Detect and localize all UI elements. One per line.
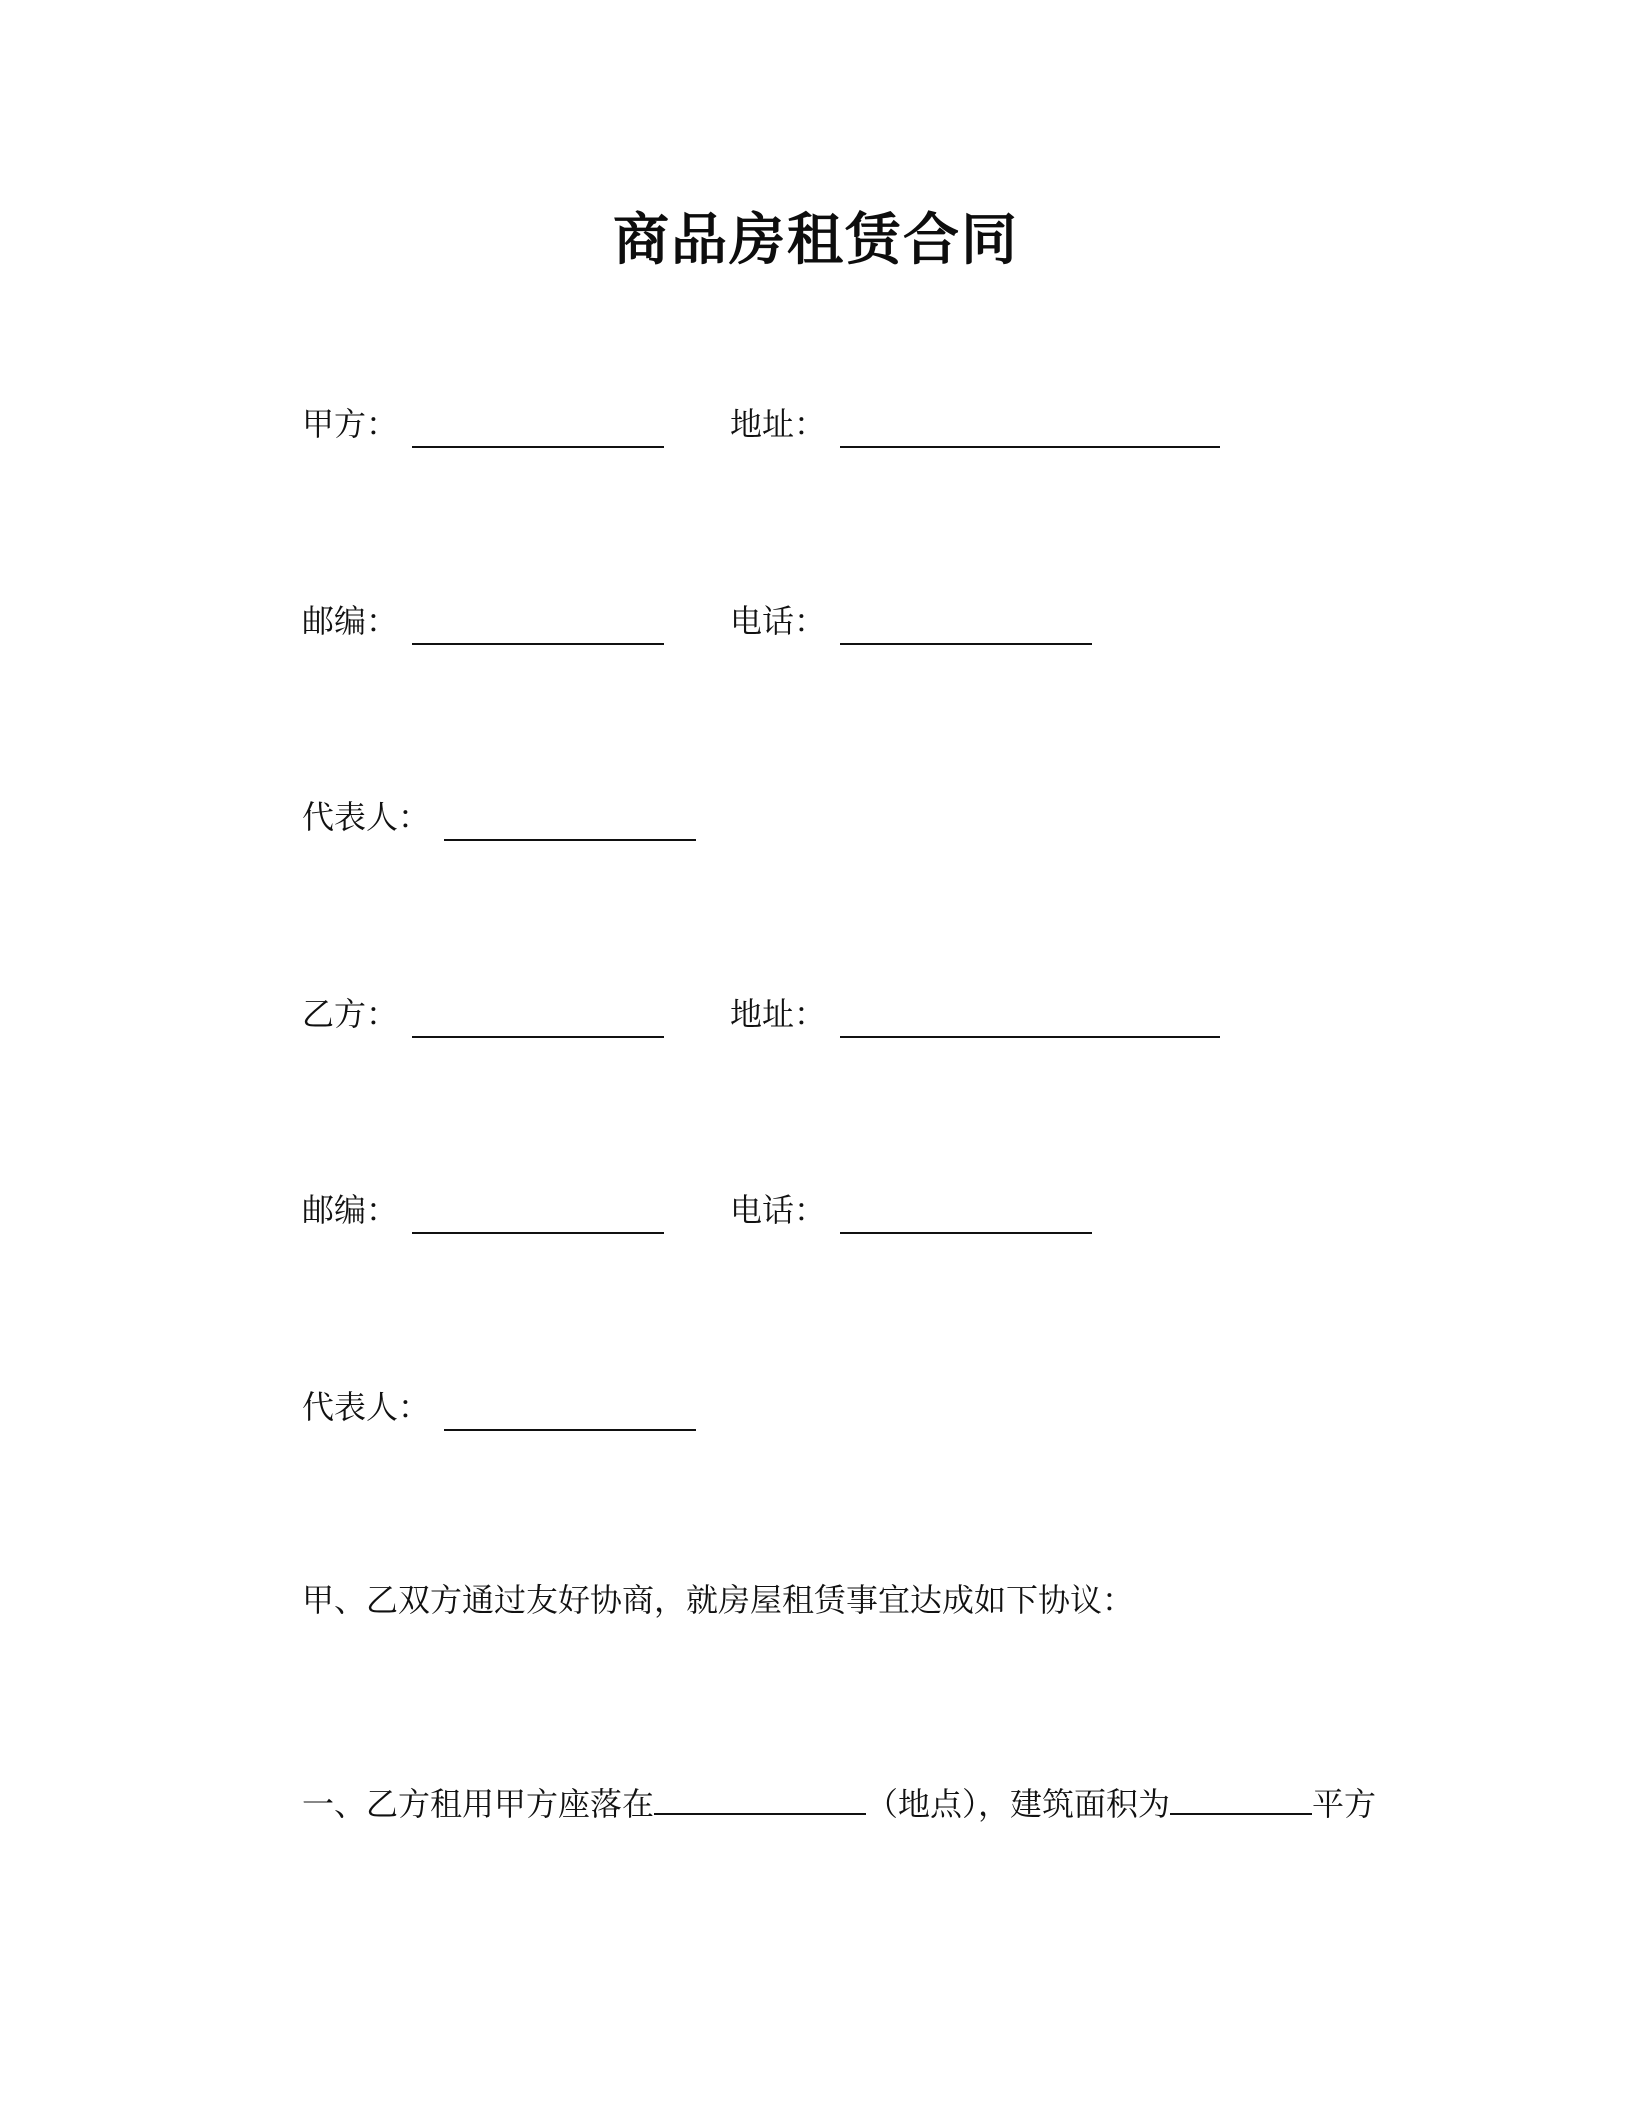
party-a-address-label: 地址： — [730, 405, 827, 443]
party-b-name-field[interactable] — [412, 1002, 664, 1038]
party-a-phone-label: 电话： — [730, 602, 827, 640]
area-field[interactable] — [1170, 1781, 1312, 1815]
party-a-address-row — [730, 404, 1220, 444]
agreement-intro: 甲、乙双方通过友好协商，就房屋租赁事宜达成如下协议： — [302, 1581, 1135, 1619]
party-a-representative-label: 代表人： — [302, 798, 431, 836]
party-b-postcode-row — [302, 1190, 664, 1230]
party-b-postcode-field[interactable] — [412, 1198, 664, 1234]
party-b-representative-label: 代表人： — [302, 1388, 431, 1426]
party-a-postcode-field[interactable] — [412, 609, 664, 645]
party-a-name-label: 甲方： — [302, 405, 399, 443]
party-b-address-field[interactable] — [840, 1002, 1220, 1038]
party-a-name-row — [302, 404, 664, 444]
clause-1-text-end: 平方 — [1312, 1785, 1377, 1823]
party-b-postcode-label: 邮编： — [302, 1191, 399, 1229]
party-a-postcode-label: 邮编： — [302, 602, 399, 640]
party-a-phone-row — [730, 601, 1092, 641]
clause-1-text-start: 一、乙方租用甲方座落在 — [302, 1785, 655, 1823]
party-b-representative-row — [302, 1387, 696, 1427]
party-a-phone-field[interactable] — [840, 609, 1092, 645]
party-b-name-label: 乙方： — [302, 995, 399, 1033]
party-b-address-row — [730, 994, 1220, 1034]
party-b-representative-field[interactable] — [444, 1395, 696, 1431]
location-field[interactable] — [654, 1781, 866, 1815]
party-b-name-row — [302, 994, 664, 1034]
party-a-name-field[interactable] — [412, 412, 664, 448]
party-a-postcode-row — [302, 601, 664, 641]
clause-1 — [302, 1781, 1376, 1826]
party-b-phone-row — [730, 1190, 1092, 1230]
party-a-representative-field[interactable] — [444, 805, 696, 841]
party-a-representative-row — [302, 797, 696, 837]
document-title: 商品房租赁合同 — [613, 208, 1019, 273]
party-a-address-field[interactable] — [840, 412, 1220, 448]
party-b-phone-field[interactable] — [840, 1198, 1092, 1234]
clause-1-text-middle: （地点），建筑面积为 — [866, 1785, 1171, 1823]
party-b-address-label: 地址： — [730, 995, 827, 1033]
party-b-phone-label: 电话： — [730, 1191, 827, 1229]
